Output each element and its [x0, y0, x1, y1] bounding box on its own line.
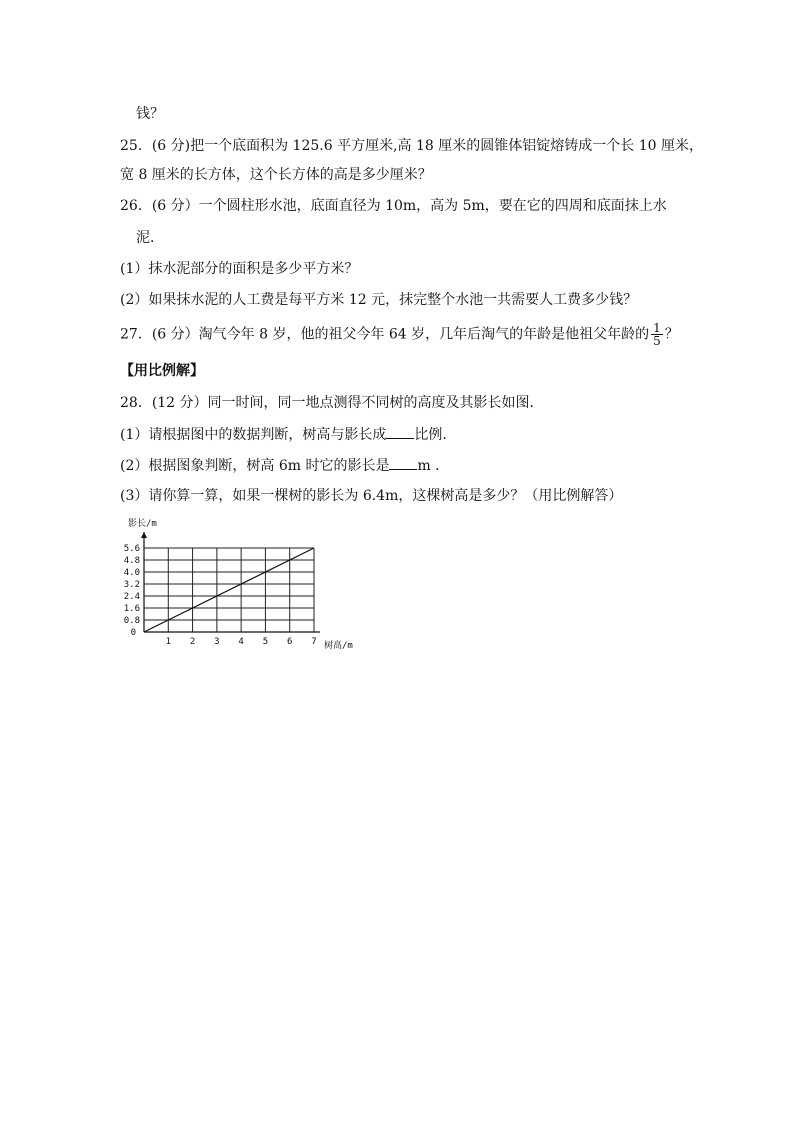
- q28-part2: [120, 455, 449, 476]
- origin-label: 0: [130, 628, 136, 638]
- y-tick-label: 1.6: [123, 604, 140, 614]
- x-tick-label: 1: [165, 637, 171, 647]
- q26-line2: 泥．: [136, 230, 164, 246]
- y-tick-label: 4.8: [123, 556, 140, 566]
- fraction: [651, 322, 663, 347]
- y-tick-label: 0.8: [123, 616, 140, 626]
- q24-tail: 钱？: [136, 106, 164, 122]
- y-tick-label: 4.0: [123, 568, 140, 578]
- q27-end: ？: [664, 326, 679, 343]
- x-tick-label: 4: [238, 637, 244, 647]
- fraction-denominator: 5: [653, 334, 661, 348]
- q27-text: 27．(6 分）淘气今年 8 岁，他的祖父今年 64 岁，几年后淘气的年龄是他祖父年龄的: [120, 326, 650, 343]
- chart-series: [144, 548, 314, 632]
- q28-part2-end: m ．: [417, 458, 450, 474]
- series-line: [144, 548, 314, 632]
- q27-line: [120, 322, 679, 347]
- shadow-height-chart: [118, 514, 368, 654]
- x-tick-label: 7: [311, 637, 317, 647]
- q28-line1: 28．(12 分）同一时间，同一地点测得不同树的高度及其影长如图．: [120, 395, 544, 411]
- x-tick-label: 5: [262, 637, 269, 647]
- q28-part2-text: (2）根据图象判断，树高 6m 时它的影长是: [120, 458, 390, 474]
- y-tick-label: 5.6: [123, 544, 140, 554]
- q28-part1: [120, 424, 456, 445]
- y-tick-label: 3.2: [123, 580, 140, 590]
- q25-line1: 25．(6 分)把一个底面积为 125.6 平方厘米,高 18 厘米的圆锥体铝锭熔铸成一个长 10 厘米，: [120, 138, 703, 154]
- x-axis-label: 树高/m: [324, 641, 353, 651]
- answer-blank-2: [389, 455, 417, 470]
- q28-part3: (3）请你算一算，如果一棵树的影长为 6.4m，这棵树高是多少？（用比例解答）: [120, 488, 623, 504]
- answer-blank-1: [386, 424, 414, 439]
- y-axis-arrow-icon: [141, 532, 147, 538]
- x-tick-label: 3: [214, 637, 220, 647]
- section-heading: 【用比例解】: [120, 363, 204, 379]
- x-tick-label: 2: [189, 637, 196, 647]
- q28-part1-text: (1）请根据图中的数据判断，树高与影长成: [120, 427, 387, 443]
- q26-part1: (1）抹水泥部分的面积是多少平方米？: [120, 261, 359, 277]
- q26-part2: (2）如果抹水泥的人工费是每平方米 12 元，抹完整个水池一共需要人工费多少钱？: [120, 292, 638, 308]
- y-axis-label: 影长/m: [128, 519, 157, 529]
- fraction-numerator: 1: [653, 321, 661, 335]
- y-tick-label: 2.4: [123, 592, 140, 602]
- q25-line2: 宽 8 厘米的长方体，这个长方体的高是多少厘米？: [120, 167, 432, 183]
- q26-line1: 26．(6 分）一个圆柱形水池，底面直径为 10m，高为 5m，要在它的四周和底面抹上水: [120, 198, 667, 214]
- x-tick-label: 6: [287, 637, 293, 647]
- q28-part1-end: 比例．: [414, 427, 457, 443]
